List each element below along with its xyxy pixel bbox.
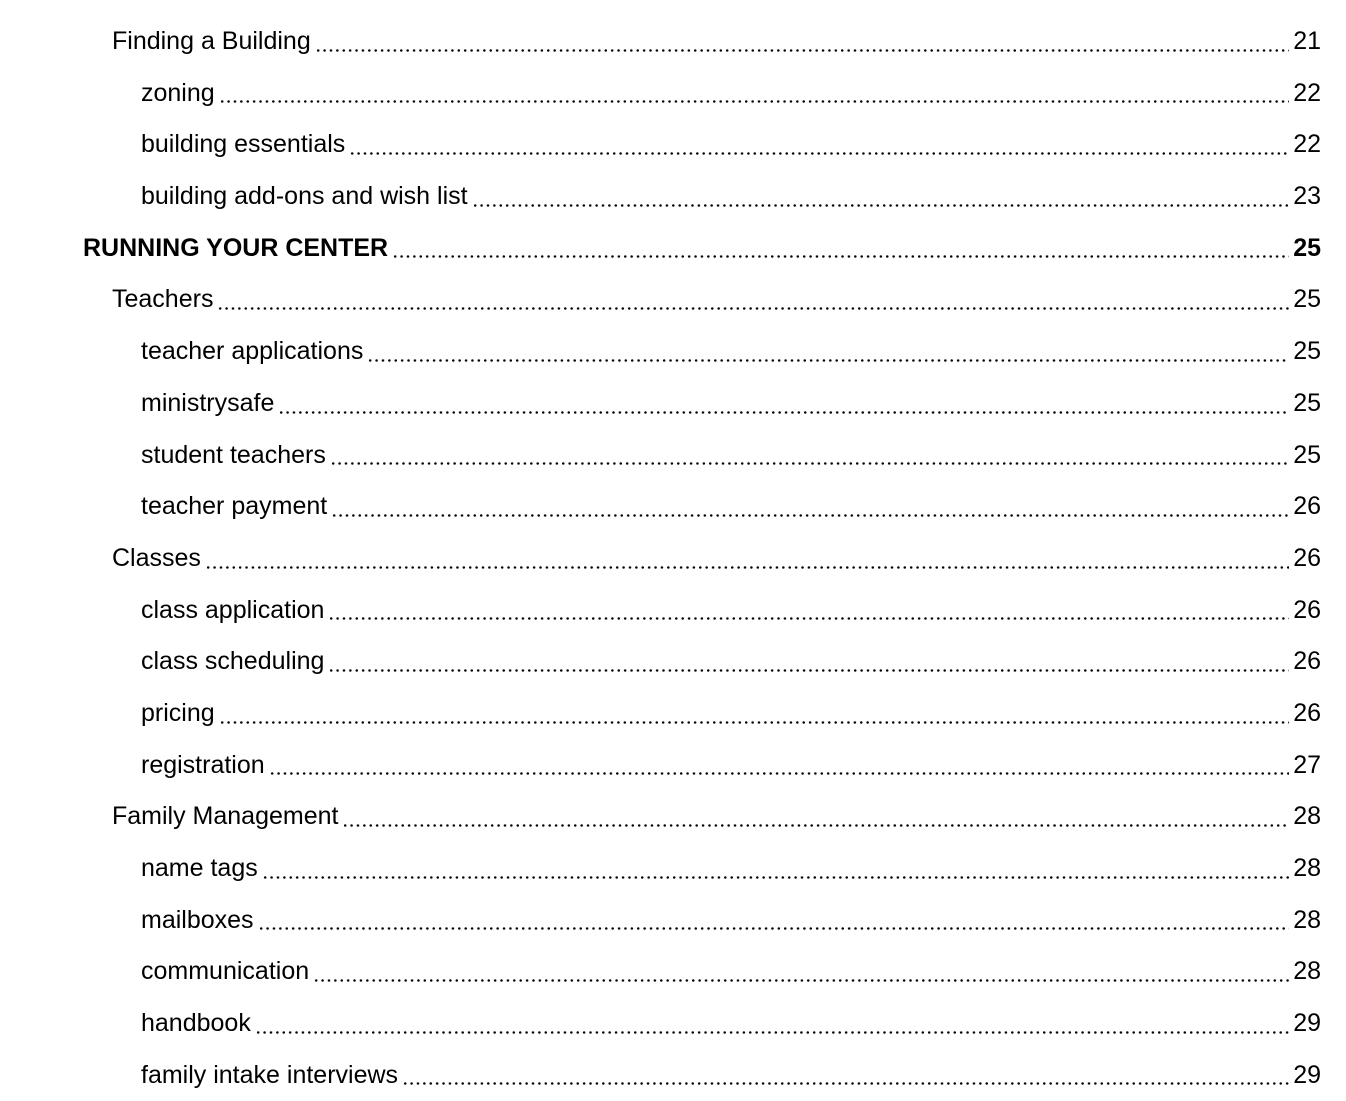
toc-entry-label: class application [141,595,325,624]
toc-entry[interactable] [0,16,1346,68]
toc-page-number: 29 [1293,1009,1321,1038]
toc-entry-label: handbook [141,1009,251,1038]
toc-page-number: 21 [1293,27,1321,55]
toc-page-number: 28 [1293,854,1321,882]
toc-entry-label: building add-ons and wish list [141,182,468,211]
toc-page-number: 28 [1293,905,1321,934]
toc-entry-label: Classes [112,543,201,572]
toc-entry[interactable] [0,998,1346,1050]
toc-entry-label: Teachers [112,285,214,314]
toc-entry[interactable] [0,636,1346,688]
toc-dot-leader [217,274,1289,326]
toc-entry-label: ministrysafe [141,388,275,417]
toc-dot-leader [330,430,1289,482]
toc-entry[interactable] [0,740,1346,792]
toc-entry-label: name tags [141,854,258,882]
toc-entry[interactable] [0,1050,1346,1101]
toc-entry[interactable] [0,533,1346,585]
toc-page-number: 25 [1293,440,1321,469]
toc-page-number: 23 [1293,182,1321,211]
toc-dot-leader [269,740,1290,792]
toc-dot-leader [472,171,1290,223]
toc-dot-leader [313,946,1289,998]
toc-entry-label: zoning [141,78,215,107]
toc-page-number: 22 [1293,130,1321,159]
toc-page-number: 25 [1293,233,1321,262]
toc-entry-heading[interactable] [0,223,1346,275]
toc-dot-leader [219,688,1290,740]
toc-page-number: 26 [1293,698,1321,727]
toc-dot-leader [258,895,1290,947]
toc-dot-leader [255,998,1289,1050]
toc-dot-leader [205,533,1289,585]
toc-dot-leader [331,481,1289,533]
toc-dot-leader [328,585,1289,637]
toc-dot-leader [392,223,1289,275]
toc-entry[interactable] [0,946,1346,998]
toc-entry[interactable] [0,326,1346,378]
toc-entry-label: Finding a Building [112,27,311,55]
toc-entry-label: class scheduling [141,647,325,676]
toc-entry-label: communication [141,957,310,986]
toc-dot-leader [342,791,1289,843]
toc-entry[interactable] [0,791,1346,843]
toc-dot-leader [349,119,1289,171]
toc-page-number: 28 [1293,802,1321,831]
toc-dot-leader [402,1050,1289,1101]
toc-page-number: 25 [1293,285,1321,314]
toc-dot-leader [262,843,1289,895]
toc-entry[interactable] [0,843,1346,895]
toc-entry-label: Family Management [112,802,339,831]
toc-dot-leader [315,16,1289,68]
toc-entry-label: RUNNING YOUR CENTER [83,233,389,262]
toc-entry-label: family intake interviews [141,1060,399,1089]
toc-entry[interactable] [0,68,1346,120]
toc-dot-leader [367,326,1289,378]
toc-entry-label: pricing [141,698,215,727]
toc-entry-label: building essentials [141,130,346,159]
toc-page-number: 26 [1293,492,1321,521]
toc-entry[interactable] [0,585,1346,637]
toc-entry[interactable] [0,171,1346,223]
toc-entry[interactable] [0,378,1346,430]
toc-page-number: 25 [1293,388,1321,417]
toc-page-number: 26 [1293,543,1321,572]
toc-entry-label: student teachers [141,440,326,469]
toc-dot-leader [219,68,1290,120]
toc-dot-leader [278,378,1289,430]
toc-page-number: 25 [1293,337,1321,366]
toc-page-number: 26 [1293,647,1321,676]
toc-entry-label: teacher payment [141,492,328,521]
table-of-contents [0,16,1346,1101]
toc-entry-label: teacher applications [141,337,364,366]
toc-page-number: 27 [1293,750,1321,779]
toc-entry[interactable] [0,119,1346,171]
toc-entry[interactable] [0,430,1346,482]
toc-page-number: 28 [1293,957,1321,986]
toc-entry[interactable] [0,688,1346,740]
toc-entry-label: mailboxes [141,905,254,934]
toc-entry[interactable] [0,274,1346,326]
toc-entry-label: registration [141,750,265,779]
toc-page-number: 29 [1293,1060,1321,1089]
toc-page-number: 22 [1293,78,1321,107]
toc-entry[interactable] [0,481,1346,533]
toc-entry[interactable] [0,895,1346,947]
toc-dot-leader [328,636,1289,688]
toc-page-number: 26 [1293,595,1321,624]
